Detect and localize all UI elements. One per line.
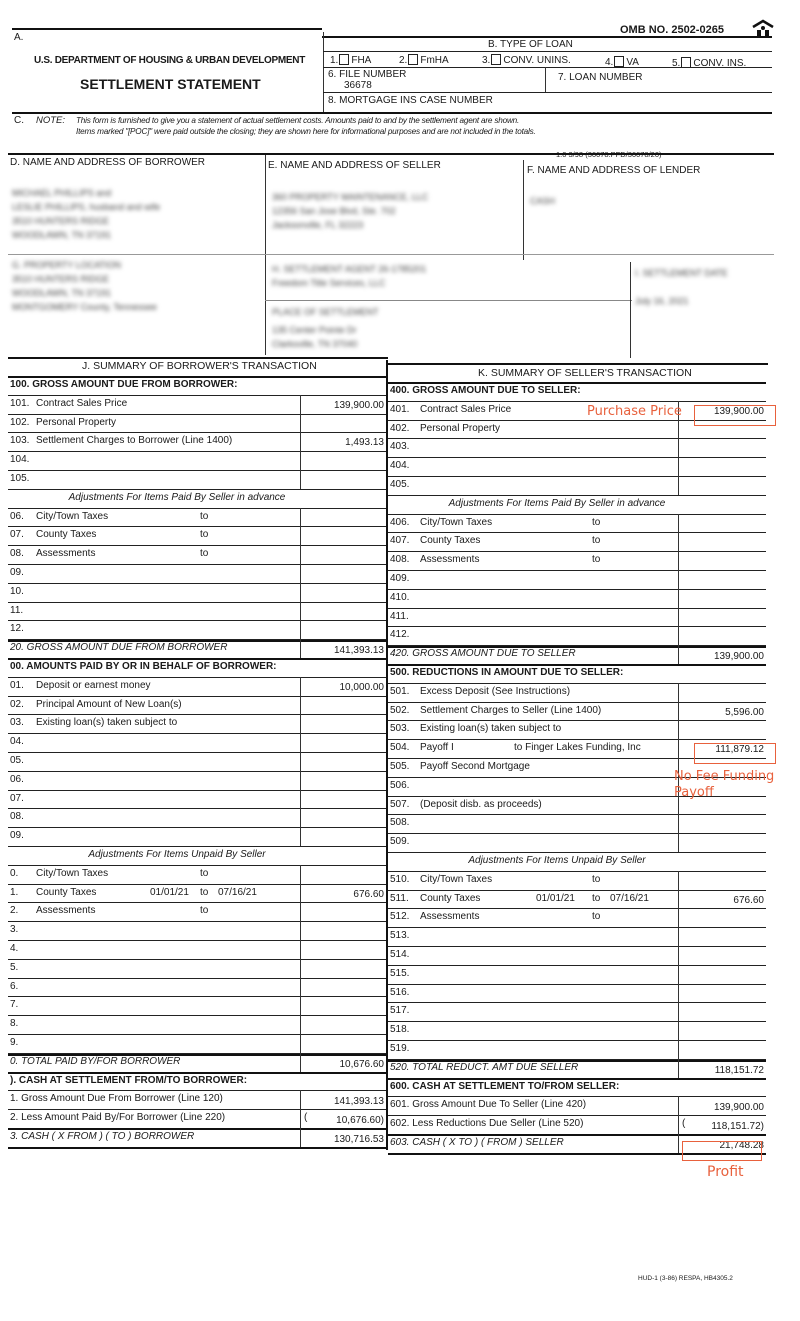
- line-amount: 1,493.13: [345, 437, 384, 449]
- line-number: 06.: [10, 510, 24, 522]
- line-item-row: [390, 814, 768, 832]
- line-number: 402.: [390, 422, 410, 434]
- line-number: 412.: [390, 629, 410, 641]
- line-amount: 676.60: [353, 888, 384, 900]
- line-520-total-label: 520. TOTAL REDUCT. AMT DUE SELLER: [390, 1061, 579, 1073]
- to-label: to: [592, 554, 601, 566]
- paren-open: (: [304, 1112, 308, 1124]
- line-item-row: [10, 771, 388, 789]
- loan-type-fmha[interactable]: 2. FmHA: [399, 55, 449, 66]
- line-number: 05.: [10, 755, 24, 766]
- omb-number: OMB NO. 2502-0265: [620, 24, 724, 36]
- line-number: 8.: [10, 1018, 19, 1030]
- line-item-row: [390, 1021, 768, 1039]
- line-601: [390, 1096, 768, 1114]
- line-item-row: [390, 551, 768, 569]
- line-amount: 139,900.00: [713, 405, 764, 417]
- line-220-total-amount: 10,676.60: [339, 1058, 384, 1070]
- line-number: 511.: [390, 892, 409, 904]
- line-420-total-label: 420. GROSS AMOUNT DUE TO SELLER: [390, 648, 576, 660]
- note-line-2: Items marked "[POC]" were paid outside the closing; they are shown here for informational purposes and are not included in the totals.: [76, 127, 536, 136]
- line-number: 510.: [390, 873, 410, 885]
- line-number: 07.: [10, 529, 24, 541]
- line-number: 507.: [390, 798, 410, 810]
- line-item-row: [390, 1002, 768, 1020]
- annotation-box-purchase-price: [694, 405, 776, 426]
- line-number: 516.: [390, 986, 410, 998]
- line-item-row: [390, 514, 768, 532]
- form-id: HUD-1 (3-86) RESPA, HB4305.2: [638, 1275, 733, 1282]
- line-description: City/Town Taxes: [420, 516, 493, 528]
- line-item-row: [10, 752, 388, 770]
- section-300-header: ). CASH AT SETTLEMENT FROM/TO BORROWER:: [10, 1074, 248, 1086]
- line-item-row: [390, 1040, 768, 1058]
- line-number: 409.: [390, 573, 410, 584]
- line-number: 104.: [10, 454, 30, 466]
- line-420-total: [390, 645, 768, 663]
- line-303-label: 3. CASH ( X FROM ) ( TO ) BORROWER: [10, 1131, 195, 1142]
- line-item-row: [390, 720, 768, 738]
- line-601-label: 601. Gross Amount Due To Seller (Line 420): [390, 1099, 587, 1111]
- line-number: 06.: [10, 773, 24, 785]
- line-item-row: [10, 902, 388, 920]
- line-520-total-amount: 118,151.72: [714, 1064, 764, 1076]
- line-number: 02.: [10, 698, 24, 710]
- line-description: Assessments: [36, 905, 96, 917]
- section-600-header: 600. CASH AT SETTLEMENT TO/FROM SELLER:: [390, 1080, 620, 1092]
- checkbox-icon[interactable]: [408, 54, 418, 65]
- line-number: 9.: [10, 1037, 19, 1048]
- line-220-total-label: 0. TOTAL PAID BY/FOR BORROWER: [10, 1055, 181, 1067]
- line-description: Assessments: [420, 911, 480, 923]
- line-item-row: [10, 602, 388, 620]
- line-item-row: [390, 965, 768, 983]
- line-description: City/Town Taxes: [36, 510, 109, 522]
- annotation-no-fee-funding: No Fee Funding Payoff: [674, 769, 775, 800]
- line-description: Personal Property: [36, 416, 117, 428]
- section-100-header: 100. GROSS AMOUNT DUE FROM BORROWER:: [10, 379, 238, 390]
- line-item-row: [10, 884, 388, 902]
- line-301-amount: 141,393.13: [333, 1096, 384, 1108]
- line-item-row: [390, 833, 768, 851]
- line-item-row: [10, 996, 388, 1014]
- line-item-row: [390, 890, 768, 908]
- loan-type-conv-unins[interactable]: 3. CONV. UNINS.: [482, 55, 571, 66]
- file-number-value: 36678: [344, 80, 372, 91]
- line-description: Existing loan(s) taken subject to: [36, 717, 178, 729]
- annotation-box-profit: [682, 1141, 762, 1161]
- line-number: 2.: [10, 905, 19, 917]
- line-item-row: [10, 545, 388, 563]
- to-label: to: [592, 873, 601, 885]
- line-number: 0.: [10, 867, 19, 879]
- line-number: 509.: [390, 836, 410, 848]
- line-number: 508.: [390, 817, 410, 829]
- agency-name: U.S. DEPARTMENT OF HOUSING & URBAN DEVELOPMENT: [34, 55, 306, 66]
- line-number: 03.: [10, 717, 24, 729]
- line-item-row: [390, 457, 768, 475]
- line-item-row: [390, 476, 768, 494]
- borrower-address: MICHAEL PHILLIPS and LESLIE PHILLIPS, husband and wife 3510 HUNTERS RIDGE WOODLAWN, TN 37191: [12, 188, 161, 240]
- line-number: 405.: [390, 479, 410, 490]
- line-item-row: [10, 508, 388, 526]
- line-number: 5.: [10, 961, 19, 973]
- line-description: Personal Property: [420, 422, 501, 434]
- line-item-row: [10, 940, 388, 958]
- line-303: [10, 1128, 388, 1146]
- line-amount: 5,596.00: [725, 706, 764, 718]
- to-label: to: [592, 516, 601, 528]
- settlement-agent: H. SETTLEMENT AGENT 26-1785201 Freedom Title Services, LLC: [272, 264, 427, 288]
- line-item-row: [10, 432, 388, 450]
- loan-number-label: 7. LOAN NUMBER: [558, 72, 643, 83]
- line-item-row: [10, 978, 388, 996]
- line-item-row: [390, 532, 768, 550]
- line-number: 408.: [390, 554, 410, 566]
- line-number: 07.: [10, 792, 24, 804]
- line-description: County Taxes: [36, 529, 97, 541]
- line-number: 11.: [10, 604, 24, 616]
- line-description: County Taxes: [420, 892, 481, 904]
- line-number: 4.: [10, 943, 19, 954]
- line-120-total-amount: 141,393.13: [333, 645, 384, 657]
- note-label: NOTE:: [36, 115, 66, 126]
- to-label: to: [592, 892, 601, 904]
- seller-name-label: E. NAME AND ADDRESS OF SELLER: [268, 160, 441, 171]
- line-number: 404.: [390, 460, 410, 472]
- line-description: Excess Deposit (See Instructions): [420, 685, 571, 697]
- line-120-total: [10, 639, 388, 657]
- section-200-header: 00. AMOUNTS PAID BY OR IN BEHALF OF BORROWER:: [10, 661, 277, 672]
- to-label: to: [200, 867, 209, 879]
- loan-type-va[interactable]: 4. VA: [605, 57, 639, 68]
- line-number: 102.: [10, 416, 30, 428]
- line-item-row: [390, 608, 768, 626]
- line-item-row: [10, 526, 388, 544]
- line-item-row: [390, 908, 768, 926]
- line-number: 09.: [10, 567, 24, 578]
- line-amount: 676.60: [733, 894, 764, 906]
- line-item-row: [390, 683, 768, 701]
- date-to: 07/16/21: [610, 892, 649, 904]
- line-description: Contract Sales Price: [420, 403, 512, 415]
- line-number: 410.: [390, 591, 410, 603]
- line-number: 403.: [390, 441, 410, 453]
- line-number: 514.: [390, 949, 410, 960]
- line-number: 513.: [390, 930, 410, 942]
- line-description: (Deposit disb. as proceeds): [420, 798, 542, 810]
- line-603-amount: 21,748.28: [719, 1140, 764, 1151]
- line-item-row: [10, 733, 388, 751]
- line-number: 407.: [390, 535, 410, 547]
- line-amount: 139,900.00: [333, 399, 384, 411]
- line-number: 103.: [10, 435, 30, 447]
- line-220-total: [10, 1053, 388, 1071]
- line-number: 3.: [10, 924, 19, 936]
- adjustments-paid-in-advance-title: Adjustments For Items Paid By Seller in advance: [68, 491, 286, 503]
- settlement-date: I. SETTLEMENT DATE July 16, 2021: [635, 268, 728, 306]
- line-description: Principal Amount of New Loan(s): [36, 698, 182, 710]
- section-a-label: A.: [14, 32, 24, 43]
- line-number: 101.: [10, 397, 30, 409]
- line-item-row: [390, 438, 768, 456]
- to-label: to: [200, 886, 209, 898]
- checkbox-icon[interactable]: [491, 54, 501, 65]
- line-number: 504.: [390, 742, 410, 754]
- line-520-total: [390, 1059, 768, 1077]
- line-item-row: [10, 395, 388, 413]
- line-description: Assessments: [36, 548, 96, 560]
- line-item-row: [10, 790, 388, 808]
- line-item-row: [10, 583, 388, 601]
- place-of-settlement: PLACE OF SETTLEMENT 135 Center Pointe Dr Clarksville, TN 37040: [272, 307, 379, 349]
- line-420-total-amount: 139,900.00: [713, 651, 764, 663]
- line-description: Settlement Charges to Borrower (Line 1400): [36, 435, 233, 447]
- line-item-row: [390, 702, 768, 720]
- line-number: 08.: [10, 811, 24, 823]
- property-location: G. PROPERTY LOCATION 3510 HUNTERS RIDGE WOODLAWN, TN 37191 MONTGOMERY County, Tennessee: [12, 260, 157, 312]
- lender-address: CASH: [530, 196, 556, 206]
- line-item-row: [390, 927, 768, 945]
- line-item-row: [390, 626, 768, 644]
- note-prefix: C.: [14, 115, 24, 126]
- checkbox-icon[interactable]: [339, 54, 349, 65]
- seller-address: 360 PROPERTY MAINTENANCE, LLC 12356 San Jose Blvd, Ste. 702 Jacksonville, FL 32223: [272, 192, 429, 230]
- seller-summary-title: K. SUMMARY OF SELLER'S TRANSACTION: [478, 367, 692, 379]
- line-amount: 10,000.00: [339, 681, 384, 693]
- line-number: 519.: [390, 1043, 410, 1054]
- payoff-payee: to Finger Lakes Funding, Inc: [514, 742, 641, 754]
- loan-type-conv-ins[interactable]: 5. CONV. INS.: [672, 58, 747, 69]
- to-label: to: [200, 510, 209, 522]
- line-number: 12.: [10, 623, 24, 635]
- line-number: 08.: [10, 548, 24, 560]
- to-label: to: [200, 905, 209, 917]
- line-item-row: [10, 959, 388, 977]
- line-item-row: [10, 827, 388, 845]
- line-item-row: [10, 564, 388, 582]
- line-number: 503.: [390, 723, 410, 735]
- line-item-row: [390, 946, 768, 964]
- hud-logo-icon: [752, 19, 774, 42]
- section-500-header: 500. REDUCTIONS IN AMOUNT DUE TO SELLER:: [390, 667, 624, 678]
- line-item-row: [390, 984, 768, 1002]
- date-to: 07/16/21: [218, 886, 257, 898]
- line-number: 502.: [390, 704, 410, 716]
- line-item-row: [390, 871, 768, 889]
- page-title: SETTLEMENT STATEMENT: [80, 76, 261, 92]
- line-120-total-label: 20. GROSS AMOUNT DUE FROM BORROWER: [10, 642, 228, 654]
- line-301-label: 1. Gross Amount Due From Borrower (Line 120): [10, 1093, 223, 1105]
- borrower-name-label: D. NAME AND ADDRESS OF BORROWER: [10, 157, 206, 168]
- borrower-summary-title: J. SUMMARY OF BORROWER'S TRANSACTION: [82, 360, 317, 372]
- line-301: [10, 1090, 388, 1108]
- line-number: 6.: [10, 980, 19, 992]
- to-label: to: [200, 548, 209, 560]
- line-number: 09.: [10, 830, 24, 842]
- line-number: 406.: [390, 516, 410, 528]
- line-number: 04.: [10, 736, 24, 748]
- line-item-row: [10, 696, 388, 714]
- line-number: 411.: [390, 610, 409, 622]
- line-number: 515.: [390, 967, 410, 979]
- checkbox-icon[interactable]: [614, 56, 624, 67]
- line-item-row: [10, 620, 388, 638]
- line-number: 1.: [10, 886, 19, 898]
- line-number: 01.: [10, 679, 24, 691]
- lender-name-label: F. NAME AND ADDRESS OF LENDER: [527, 165, 701, 176]
- to-label: to: [200, 529, 209, 541]
- line-description: City/Town Taxes: [36, 867, 109, 879]
- line-item-row: [10, 1034, 388, 1052]
- line-description: Settlement Charges to Seller (Line 1400): [420, 704, 602, 716]
- line-item-row: [10, 414, 388, 432]
- to-label: to: [592, 535, 601, 547]
- line-601-amount: 139,900.00: [713, 1102, 764, 1114]
- line-description: County Taxes: [36, 886, 97, 898]
- adjustments-unpaid-title: Adjustments For Items Unpaid By Seller: [468, 855, 646, 866]
- line-description: Existing loan(s) taken subject to: [420, 723, 562, 735]
- mortgage-ins-case-label: 8. MORTGAGE INS CASE NUMBER: [328, 95, 493, 106]
- line-number: 501.: [390, 685, 410, 697]
- line-description: Payoff Second Mortgage: [420, 761, 530, 772]
- line-item-row: [10, 921, 388, 939]
- line-number: 518.: [390, 1024, 410, 1036]
- line-number: 506.: [390, 779, 410, 791]
- note-line-1: This form is furnished to give you a statement of actual settlement costs. Amounts paid to and by the settlement agent are shown.: [76, 116, 520, 125]
- line-602-label: 602. Less Reductions Due Seller (Line 520): [390, 1118, 584, 1130]
- line-number: 517.: [390, 1005, 410, 1017]
- line-item-row: [10, 677, 388, 695]
- line-description: Deposit or earnest money: [36, 679, 151, 691]
- line-602-amount: 118,151.72): [711, 1121, 764, 1133]
- line-amount: 111,879.12: [715, 744, 764, 756]
- line-item-row: [10, 714, 388, 732]
- type-of-loan-label: B. TYPE OF LOAN: [488, 39, 573, 50]
- line-item-row: [390, 589, 768, 607]
- adjustments-paid-in-advance-title: Adjustments For Items Paid By Seller in advance: [448, 497, 666, 509]
- line-item-row: [10, 470, 388, 488]
- line-number: 105.: [10, 473, 30, 484]
- to-label: to: [592, 911, 601, 923]
- date-from: 01/01/21: [536, 892, 575, 904]
- annotation-profit: Profit: [707, 1164, 744, 1180]
- line-number: 401.: [390, 403, 410, 415]
- line-number: 7.: [10, 999, 19, 1011]
- annotation-purchase-price: Purchase Price: [587, 404, 682, 419]
- line-number: 505.: [390, 761, 410, 772]
- line-item-row: [10, 865, 388, 883]
- line-description: Payoff I: [420, 742, 454, 754]
- section-400-header: 400. GROSS AMOUNT DUE TO SELLER:: [390, 385, 581, 396]
- line-302-amount: 10,676.60): [336, 1115, 384, 1127]
- line-number: 10.: [10, 585, 24, 597]
- line-description: Contract Sales Price: [36, 397, 128, 409]
- line-603-label: 603. CASH ( X TO ) ( FROM ) SELLER: [390, 1137, 564, 1148]
- line-302: [10, 1109, 388, 1127]
- form-version: 1.0 3/98 (36678.PFD/36678/20): [556, 150, 662, 159]
- line-description: Assessments: [420, 554, 480, 566]
- annotation-box-payoff: [694, 743, 776, 764]
- line-number: 512.: [390, 911, 410, 923]
- line-item-row: [10, 1015, 388, 1033]
- line-303-amount: 130,716.53: [333, 1134, 384, 1145]
- line-602: [390, 1115, 768, 1133]
- line-item-row: [10, 451, 388, 469]
- line-302-label: 2. Less Amount Paid By/For Borrower (Line 220): [10, 1112, 226, 1124]
- line-item-row: [390, 570, 768, 588]
- line-item-row: [10, 808, 388, 826]
- file-number-label: 6. FILE NUMBER: [328, 69, 407, 80]
- line-description: County Taxes: [420, 535, 481, 547]
- loan-type-fha[interactable]: 1. FHA: [330, 55, 372, 66]
- paren-open: (: [682, 1118, 686, 1130]
- line-description: City/Town Taxes: [420, 873, 493, 885]
- date-from: 01/01/21: [150, 886, 189, 898]
- adjustments-unpaid-title: Adjustments For Items Unpaid By Seller: [88, 849, 266, 860]
